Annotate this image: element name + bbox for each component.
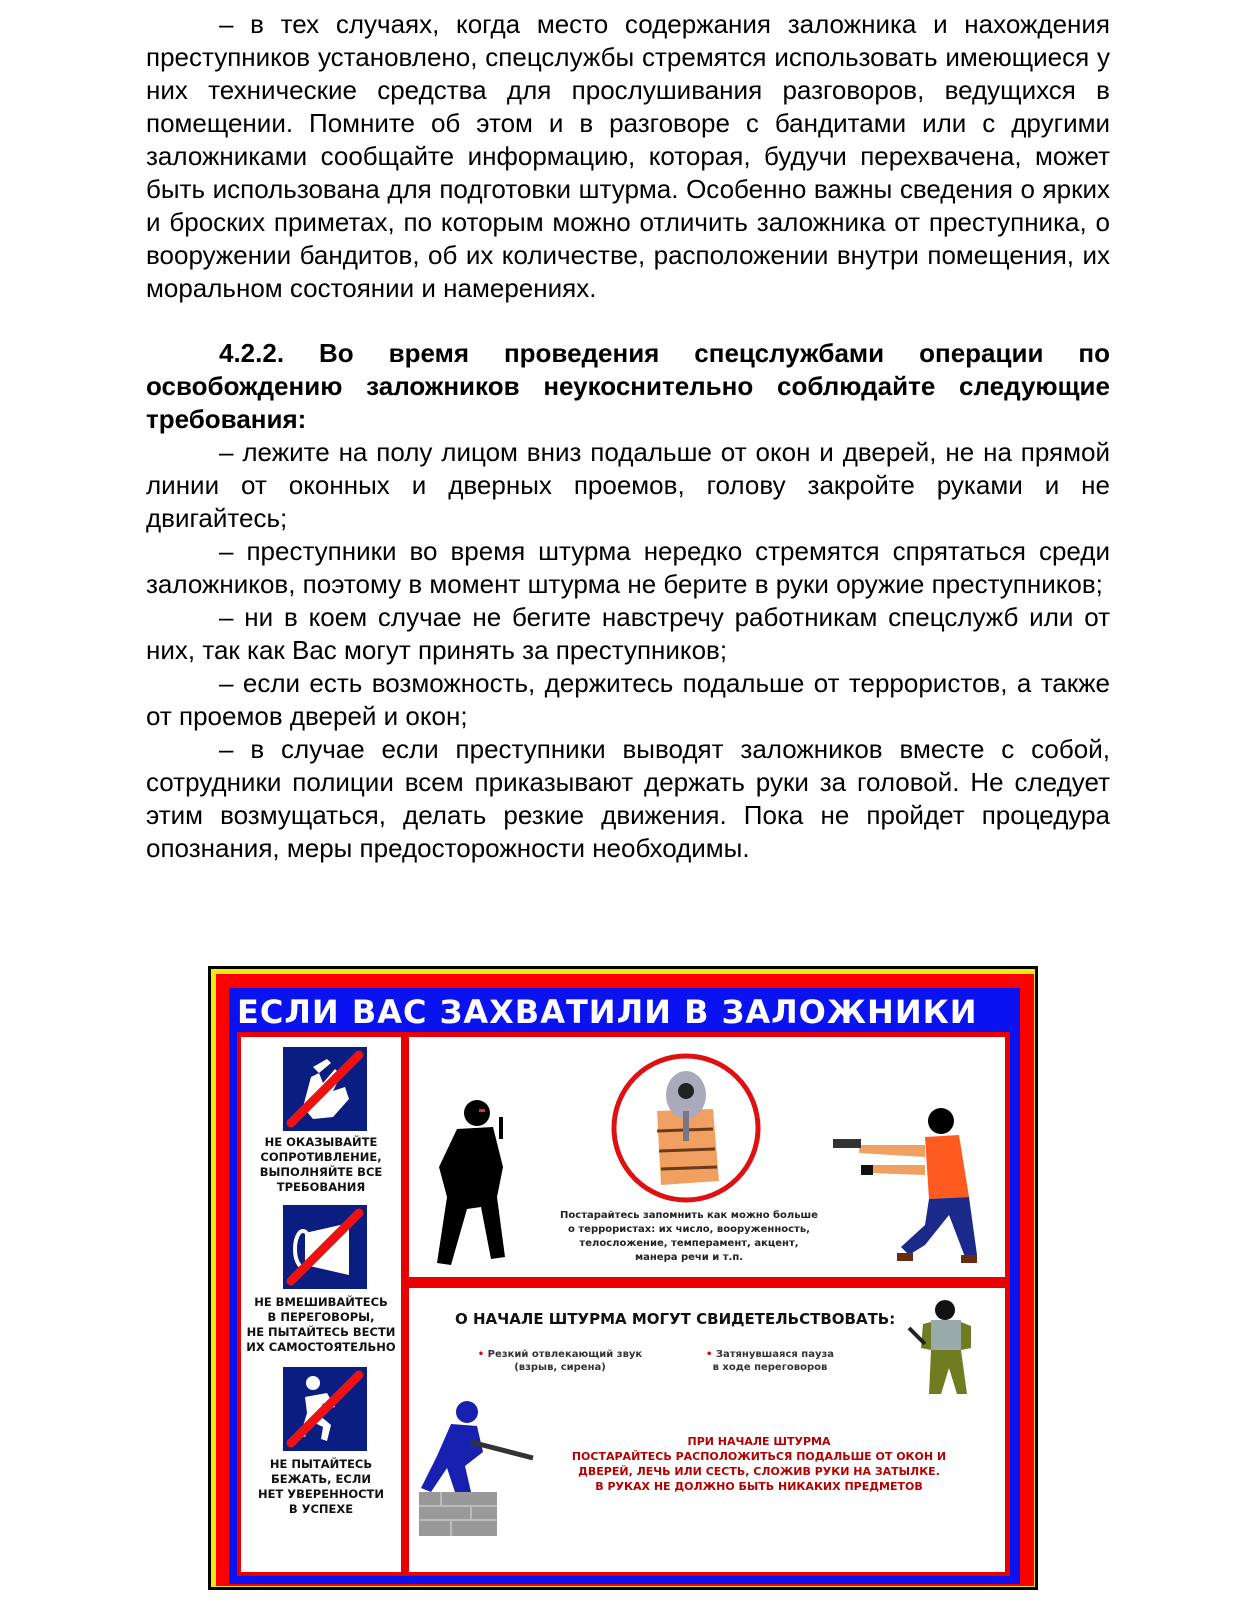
list-item-text: если есть возможность, держитесь подальше от террористов, а также от проемов дверей и окон;	[146, 668, 1110, 731]
poster-inner-frame	[237, 1032, 1010, 1576]
caption-line: Постарайтесь запомнить как можно больше	[560, 1210, 818, 1221]
document-page	[146, 8, 1110, 865]
bullet-text: в ходе переговоров	[712, 1362, 828, 1373]
caption-line: В ПЕРЕГОВОРЫ,	[267, 1310, 375, 1324]
list-item-text: преступники во время штурма нередко стремятся спрятаться среди заложников, поэтому в момент штурма не берите в руки оружие преступников;	[146, 536, 1111, 599]
no-megaphone-icon	[283, 1205, 367, 1289]
poster-blue-panel	[229, 988, 1020, 1584]
caption-line: НЕ ПЫТАЙТЕСЬ	[269, 1457, 373, 1471]
caption-line: телосложение, темперамент, акцент,	[579, 1238, 799, 1249]
caption-line: НЕ ПЫТАЙТЕСЬ ВЕСТИ	[246, 1325, 396, 1339]
dash: –	[219, 437, 234, 467]
caption-line: НЕ ВМЕШИВАЙТЕСЬ	[254, 1295, 388, 1309]
section-heading: 4.2.2. Во время проведения спецслужбами операции по освобождению заложников неукоснительно соблюдайте следующие требования:	[146, 338, 1110, 434]
assault-heading: О НАЧАЛЕ ШТУРМА МОГУТ СВИДЕТЕЛЬСТВОВАТЬ:	[455, 1310, 896, 1328]
list-item-text: ни в коем случае не бегите навстречу работникам спецслужб или от них, так как Вас могут принять за преступников;	[146, 602, 1110, 665]
caption-line: ТРЕБОВАНИЯ	[276, 1180, 366, 1194]
hostage-poster	[208, 966, 1038, 1590]
caption-line: НЕТ УВЕРЕННОСТИ	[257, 1487, 385, 1501]
warning-line: ПОСТАРАЙТЕСЬ РАСПОЛОЖИТЬСЯ ПОДАЛЬШЕ ОТ ОКОН И	[571, 1450, 947, 1463]
sign-caption	[241, 1135, 401, 1195]
dash: –	[219, 536, 234, 566]
bullet-text: Затянувшаяся пауза	[715, 1349, 835, 1360]
special-forces-figure	[411, 1396, 541, 1538]
list-item	[146, 535, 1110, 601]
bullet-text: (взрыв, сирена)	[514, 1362, 606, 1373]
soldier-figure	[905, 1298, 985, 1402]
list-item-text: в случае если преступники выводят заложников вместе с собой, сотрудники полиции всем приказывают держать руки за головой. Не следует этим возмущаться, делать резкие движения. Пока не пройдет процедура опознания, меры предосторожности необходимы.	[146, 734, 1110, 863]
bullet: •	[705, 1349, 713, 1360]
caption-line: СОПРОТИВЛЕНИЕ,	[260, 1150, 382, 1164]
paragraph-text: в тех случаях, когда место содержания заложника и нахождения преступников установлено, спецслужбы стремятся использовать имеющиеся у них технические средства для прослушивания разговоров, ведущихся в помещении. Помните об этом и в разговоре с бандитами или с другими заложниками сообщайте информацию, которая, будучи перехвачена, может быть использована для подготовки штурма. Особенно важны сведения о ярких и броских приметах, по которым можно отличить заложника от преступника, о вооружении бандитов, об их количестве, расположении внутри помещения, их моральном состоянии и намерениях.	[146, 9, 1110, 303]
assault-sign-item	[695, 1348, 845, 1374]
caption-line: манера речи и т.п.	[634, 1252, 744, 1263]
sign-caption	[241, 1457, 401, 1517]
warning-line: ДВЕРЕЙ, ЛЕЧЬ ИЛИ СЕСТЬ, СЛОЖИВ РУКИ НА ЗАТЫЛКЕ.	[578, 1465, 940, 1478]
list-item-text: лежите на полу лицом вниз подальше от окон и дверей, не на прямой линии от оконных и дверных проемов, голову закройте руками и не двигайтесь;	[146, 437, 1110, 533]
caption-line: В УСПЕХЕ	[288, 1502, 354, 1516]
warning-line: В РУКАХ НЕ ДОЛЖНО БЫТЬ НИКАКИХ ПРЕДМЕТОВ	[595, 1480, 923, 1493]
assault-panel	[409, 1288, 1005, 1572]
dash: –	[219, 9, 234, 39]
caption-line: ИХ САМОСТОЯТЕЛЬНО	[246, 1340, 396, 1354]
poster-title: ЕСЛИ ВАС ЗАХВАТИЛИ В ЗАЛОЖНИКИ	[237, 993, 978, 1031]
dash: –	[219, 602, 234, 632]
signs-panel	[241, 1037, 401, 1572]
caption-line: о террористах: их число, вооруженность,	[568, 1224, 810, 1235]
dash: –	[219, 668, 234, 698]
list-item	[146, 733, 1110, 865]
remember-panel	[409, 1037, 1005, 1277]
caption-line: НЕ ОКАЗЫВАЙТЕ	[264, 1135, 378, 1149]
list-item	[146, 667, 1110, 733]
armed-terrorist-figure	[829, 1105, 979, 1275]
no-running-icon	[283, 1367, 367, 1451]
assault-warning	[559, 1434, 959, 1494]
no-resistance-icon	[283, 1047, 367, 1131]
bullet: •	[477, 1349, 485, 1360]
warning-line: ПРИ НАЧАЛЕ ШТУРМА	[687, 1435, 831, 1448]
bullet-text: Резкий отвлекающий звук	[487, 1349, 643, 1360]
assault-sign-item	[465, 1348, 655, 1374]
masked-terrorist-figure	[417, 1097, 517, 1267]
dash: –	[219, 734, 234, 764]
paragraph-intro	[146, 8, 1110, 305]
gun-in-circle-icon	[609, 1051, 763, 1205]
caption-line: ВЫПОЛНЯЙТЕ ВСЕ	[259, 1165, 383, 1179]
caption-line: БЕЖАТЬ, ЕСЛИ	[270, 1472, 372, 1486]
list-item	[146, 601, 1110, 667]
sign-caption	[241, 1295, 401, 1355]
list-item	[146, 436, 1110, 535]
remember-caption	[519, 1209, 859, 1265]
